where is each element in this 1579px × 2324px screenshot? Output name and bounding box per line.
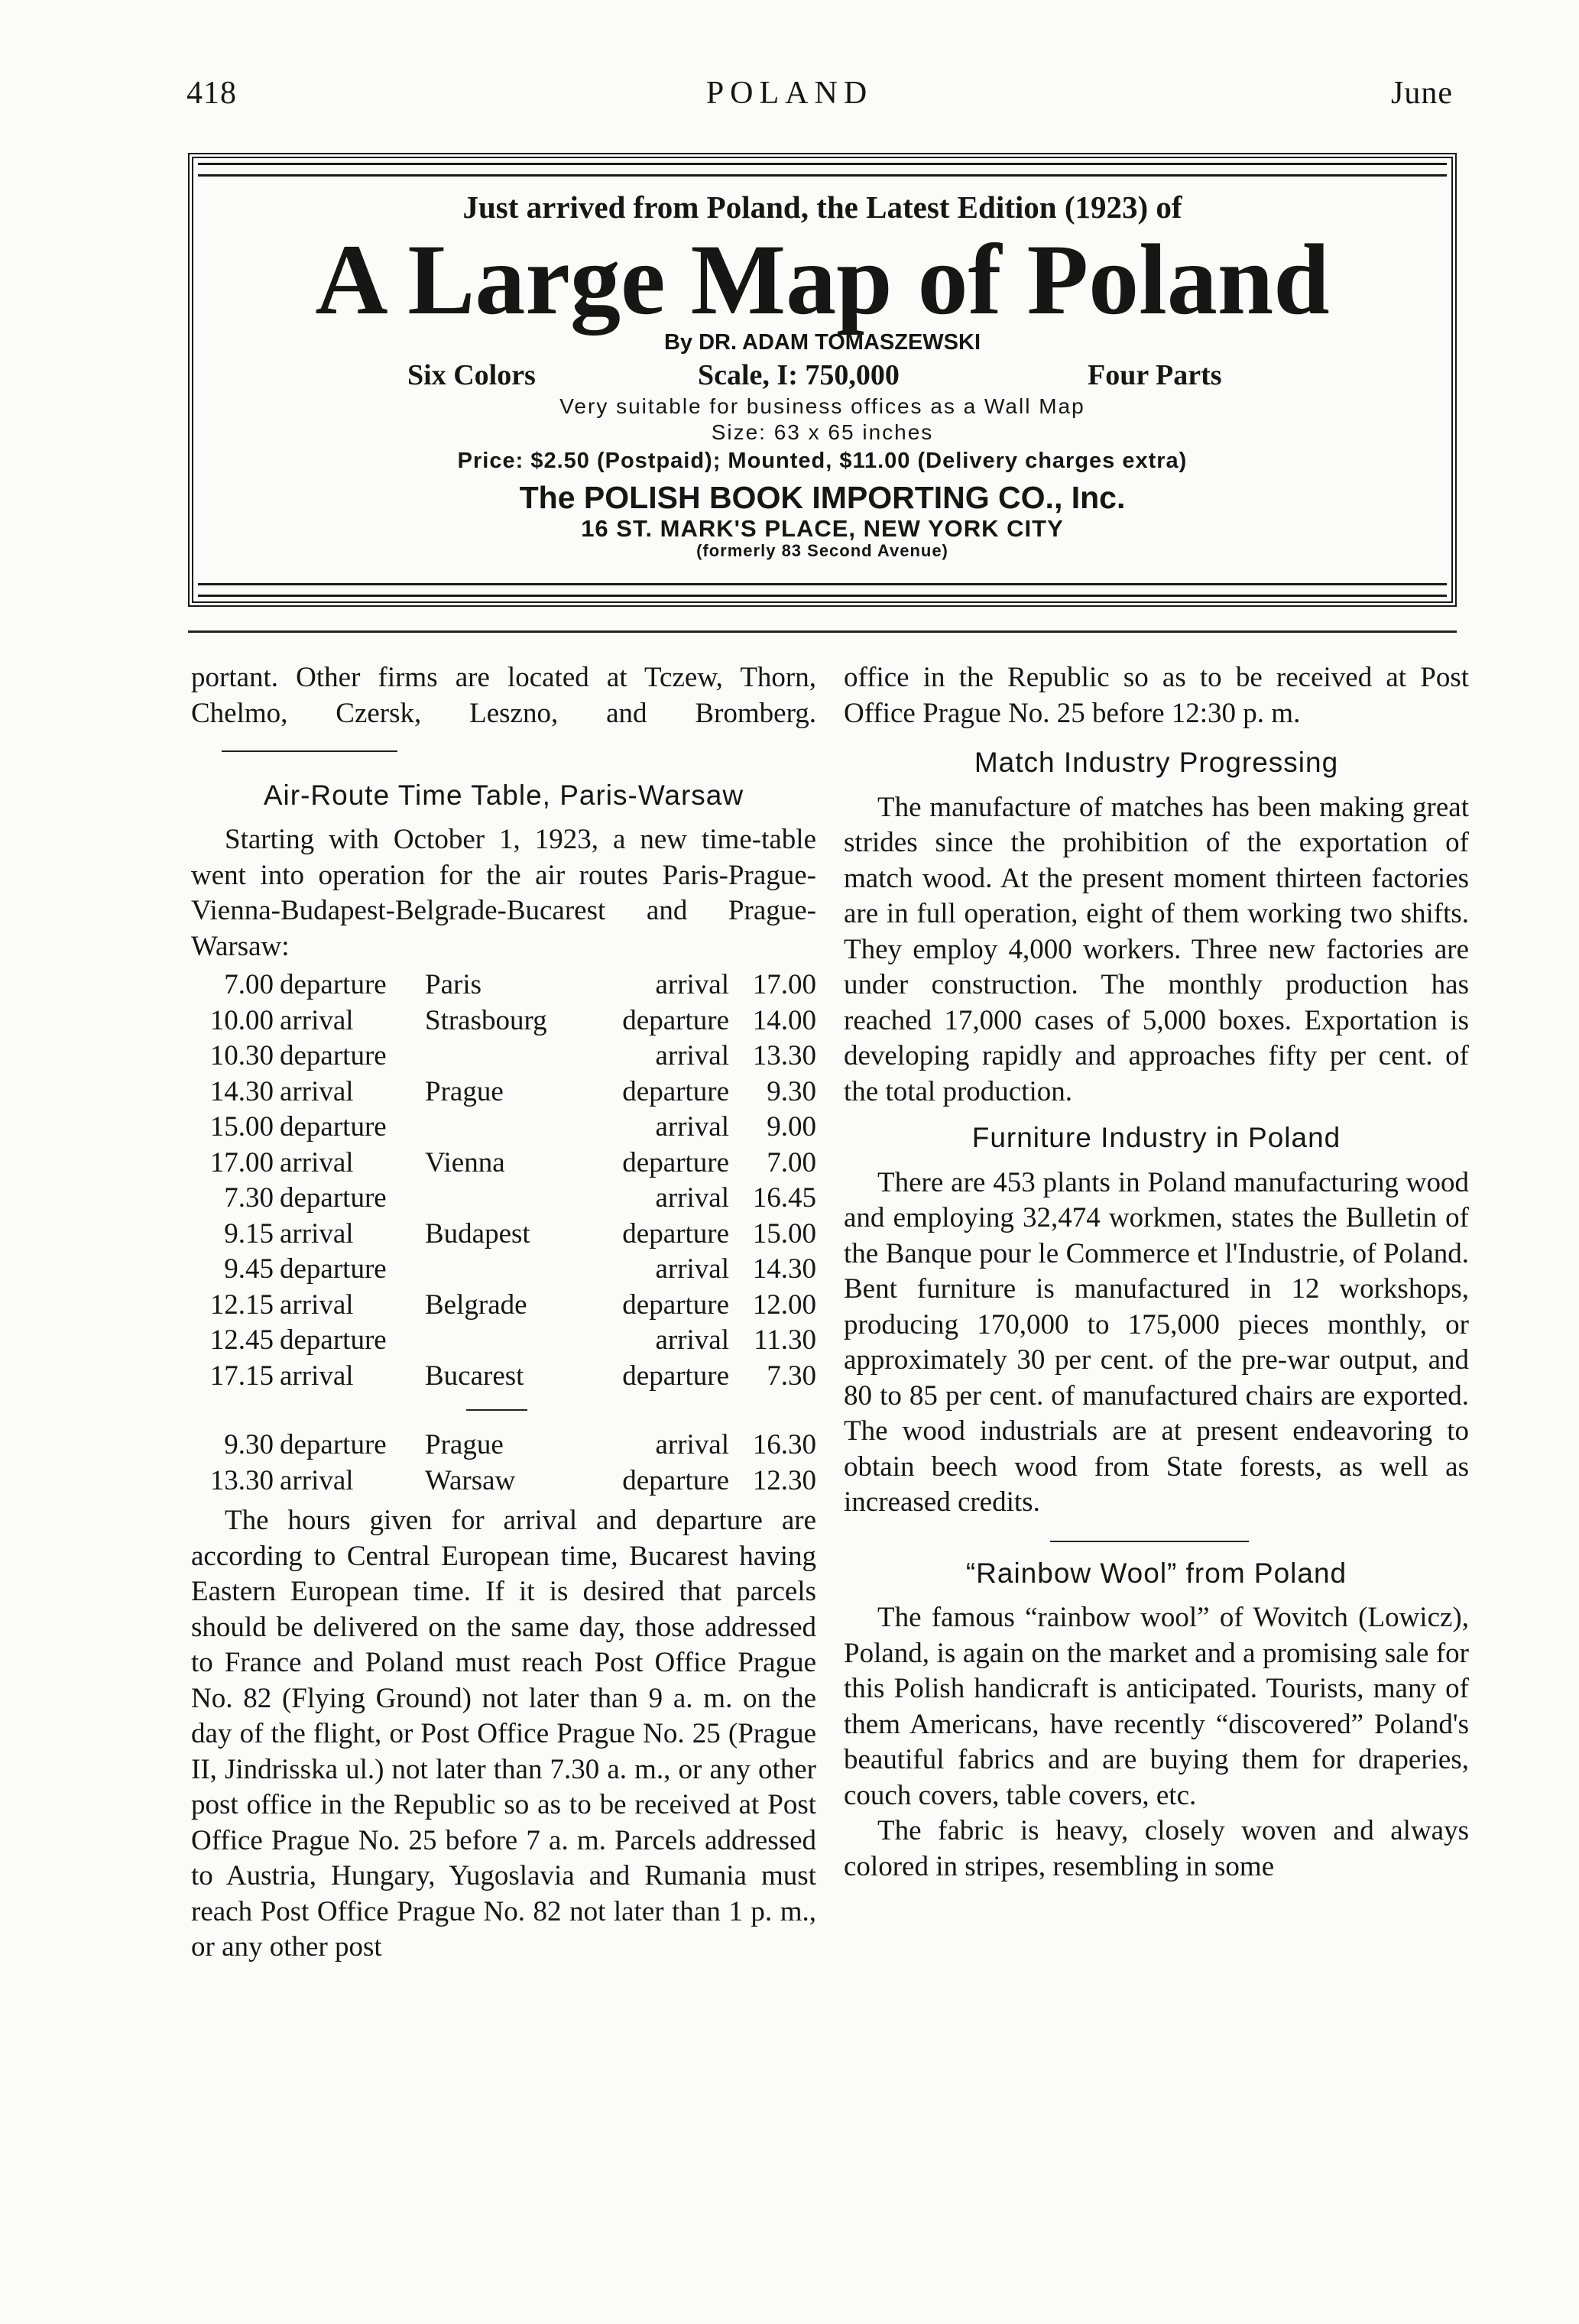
- paragraph: [191, 660, 816, 767]
- action-cell: arrival: [280, 1075, 354, 1107]
- timetable-main: [191, 968, 816, 1394]
- separator: [466, 1409, 527, 1411]
- city-cell: [425, 1252, 595, 1288]
- timetable-row: [191, 1288, 816, 1324]
- city-cell: [425, 1110, 595, 1146]
- paragraph: The manufacture of matches has been making great strides since the prohibition of the exportation of match wood. At the present moment thirteen factories are in full operation, eight of them working two shifts. They employ 4,000 workers. Three new factories are under construction. The monthly production has reached 17,000 cases of 5,000 boxes. Exportation is developing rapidly and approaches fifty per cent. of the total production.: [844, 791, 1469, 1107]
- page-number: 418: [186, 76, 237, 111]
- city-cell: Vienna: [425, 1146, 505, 1178]
- action-cell: departure: [280, 1111, 387, 1143]
- paragraph: office in the Republic so as to be received at Post Office Prague No. 25 before 12:30 p. m.: [844, 662, 1469, 729]
- time-cell: 9.00: [767, 1111, 816, 1143]
- time-cell: 15.00: [752, 1217, 816, 1250]
- ad-intro: Just arrived from Poland, the Latest Edition (1923) of: [462, 190, 1182, 225]
- timetable-row: [191, 1003, 816, 1039]
- time-cell: 7.30: [224, 1182, 274, 1214]
- time-cell: 16.45: [752, 1182, 816, 1214]
- timetable-warsaw: [191, 1428, 816, 1499]
- time-cell: 9.15: [224, 1217, 274, 1250]
- action-cell: departure: [280, 969, 387, 1000]
- action-cell: arrival: [655, 1253, 729, 1285]
- time-cell: 12.15: [209, 1288, 274, 1321]
- action-cell: departure: [622, 1464, 729, 1496]
- time-cell: 12.30: [752, 1464, 816, 1496]
- action-cell: departure: [280, 1040, 387, 1071]
- ad-scale: Scale, I: 750,000: [698, 358, 900, 391]
- ad-price: Price: $2.50 (Postpaid); Mounted, $11.00 (Delivery charges extra): [457, 448, 1188, 473]
- ad-author: By DR. ADAM TOMASZEWSKI: [663, 329, 981, 355]
- city-cell: Budapest: [425, 1217, 530, 1250]
- city-cell: Prague: [425, 1429, 504, 1460]
- section-rule: [188, 630, 1457, 633]
- action-cell: arrival: [280, 1464, 354, 1496]
- time-cell: 14.30: [752, 1253, 816, 1285]
- paragraph: Starting with October 1, 1923, a new time-table went into operation for the air routes Paris-Prague-Vienna-Budapest-Belgrade-Bucarest and Prague-Warsaw:: [191, 824, 816, 962]
- city-cell: Prague: [425, 1075, 504, 1107]
- time-cell: 7.30: [767, 1360, 816, 1392]
- action-cell: departure: [280, 1253, 387, 1285]
- heading-air-route: Air-Route Time Table, Paris-Warsaw: [263, 779, 744, 811]
- city-cell: Warsaw: [425, 1464, 516, 1496]
- ad-suitable: Very suitable for business offices as a Wall Map: [559, 394, 1085, 418]
- ad-parts: Four Parts: [1088, 358, 1222, 391]
- issue-month: June: [1391, 76, 1453, 111]
- action-cell: departure: [622, 1004, 729, 1036]
- city-cell: Belgrade: [425, 1288, 527, 1321]
- city-cell: [425, 1181, 595, 1217]
- action-cell: arrival: [655, 1429, 729, 1460]
- action-cell: departure: [280, 1324, 387, 1356]
- time-cell: 13.30: [209, 1464, 274, 1496]
- time-cell: 9.30: [224, 1429, 274, 1460]
- timetable-row: [191, 968, 816, 1003]
- left-column: [191, 660, 816, 1966]
- time-cell: 15.00: [209, 1111, 274, 1143]
- timetable-row: [191, 1323, 816, 1359]
- action-cell: arrival: [280, 1288, 354, 1321]
- separator: [1050, 1541, 1249, 1542]
- paragraph: The hours given for arrival and departure are according to Central European time, Bucarest having Eastern European time. If it is desired that parcels should be delivered on the same day, those addressed to France and Poland must reach Post Office Prague No. 82 (Flying Ground) not later than 9 a. m. on the day of the flight, or Post Office Prague No. 25 (Prague II, Jindrisska ul.) not later than 7.30 a. m., or any other post office in the Republic so as to be received at Post Office Prague No. 25 before 7 a. m. Parcels addressed to Austria, Hungary, Yugoslavia and Rumania must reach Post Office Prague No. 82 not later than 1 p. m., or any other post: [191, 1505, 816, 1963]
- action-cell: departure: [622, 1288, 729, 1321]
- paragraph: There are 453 plants in Poland manufacturing wood and employing 32,474 workmen, states the Bulletin of the Banque pour le Commerce et l'Industrie, of Poland. Bent furniture is manufactured in 12 workshops, producing 170,000 to 175,000 pieces monthly, or approximately 30 per cent. of the pre-war output, and 80 to 85 per cent. of manufactured chairs are exported. The wood industrials are at present endeavoring to obtain beech wood from State forests, as well as increased credits.: [844, 1166, 1469, 1518]
- right-column: [844, 660, 1469, 1885]
- time-cell: 16.30: [752, 1429, 816, 1460]
- paragraph: The fabric is heavy, closely woven and always colored in stripes, resembling in some: [844, 1815, 1469, 1882]
- ad-specs: [216, 358, 1428, 394]
- time-cell: 11.30: [754, 1324, 816, 1356]
- heading-rainbow-wool: “Rainbow Wool” from Poland: [965, 1557, 1347, 1589]
- action-cell: arrival: [280, 1217, 354, 1250]
- action-cell: arrival: [655, 969, 729, 1000]
- time-cell: 17.00: [752, 969, 816, 1000]
- city-cell: Paris: [425, 969, 481, 1000]
- time-cell: 7.00: [224, 969, 274, 1000]
- heading-furniture-industry: Furniture Industry in Poland: [971, 1122, 1341, 1153]
- action-cell: arrival: [280, 1004, 354, 1036]
- city-cell: Bucarest: [425, 1360, 524, 1392]
- action-cell: departure: [622, 1360, 729, 1392]
- action-cell: arrival: [655, 1324, 729, 1356]
- time-cell: 10.30: [209, 1040, 274, 1071]
- time-cell: 17.00: [209, 1146, 274, 1178]
- action-cell: departure: [622, 1217, 729, 1250]
- map-advertisement: [188, 153, 1457, 607]
- action-cell: arrival: [280, 1360, 354, 1392]
- time-cell: 14.30: [209, 1075, 274, 1107]
- time-cell: 13.30: [752, 1040, 816, 1071]
- action-cell: departure: [622, 1146, 729, 1178]
- city-cell: [425, 1323, 595, 1359]
- ad-former-address: (formerly 83 Second Avenue): [696, 540, 948, 560]
- ad-company: The POLISH BOOK IMPORTING CO., Inc.: [519, 479, 1126, 515]
- timetable-row: [191, 1428, 816, 1463]
- time-cell: 14.00: [752, 1004, 816, 1036]
- action-cell: arrival: [655, 1111, 729, 1143]
- timetable-row: [191, 1463, 816, 1499]
- city-cell: Strasbourg: [425, 1004, 547, 1036]
- timetable-row: [191, 1110, 816, 1146]
- time-cell: 9.45: [224, 1253, 274, 1285]
- paragraph: The famous “rainbow wool” of Wovitch (Lowicz), Poland, is again on the market and a promising sale for this Polish handicraft is anticipated. Tourists, many of them Americans, have recently “discovered” Poland's beautiful fabrics and are buying them for draperies, couch covers, table covers, etc.: [844, 1602, 1469, 1811]
- timetable-row: [191, 1181, 816, 1217]
- time-cell: 17.15: [209, 1360, 274, 1392]
- ad-title: A Large Map of Poland: [315, 223, 1330, 335]
- action-cell: arrival: [655, 1182, 729, 1214]
- timetable-row: [191, 1146, 816, 1181]
- time-cell: 12.00: [752, 1288, 816, 1321]
- time-cell: 7.00: [767, 1146, 816, 1178]
- timetable-row: [191, 1039, 816, 1074]
- ad-address: 16 ST. MARK'S PLACE, NEW YORK CITY: [581, 514, 1064, 542]
- timetable-row: [191, 1074, 816, 1110]
- timetable-row: [191, 1217, 816, 1253]
- action-cell: arrival: [280, 1146, 354, 1178]
- ad-border-top: [198, 163, 1447, 177]
- time-cell: 10.00: [209, 1004, 274, 1036]
- time-cell: 12.45: [209, 1324, 274, 1356]
- magazine-title: POLAND: [705, 76, 874, 111]
- ad-colors: Six Colors: [407, 358, 536, 391]
- timetable-row: [191, 1359, 816, 1395]
- action-cell: departure: [280, 1429, 387, 1460]
- action-cell: departure: [280, 1182, 387, 1214]
- heading-match-industry: Match Industry Progressing: [974, 747, 1339, 778]
- time-cell: 9.30: [767, 1075, 816, 1107]
- ad-border-bottom: [198, 583, 1447, 597]
- city-cell: [425, 1039, 595, 1074]
- timetable-row: [191, 1252, 816, 1288]
- separator: [222, 750, 397, 752]
- action-cell: arrival: [655, 1040, 729, 1071]
- ad-size: Size: 63 x 65 inches: [711, 420, 934, 444]
- action-cell: departure: [622, 1075, 729, 1107]
- paragraph-text: portant. Other firms are located at Tczew, Thorn, Chelmo, Czersk, Leszno, and Bromberg.: [191, 662, 816, 729]
